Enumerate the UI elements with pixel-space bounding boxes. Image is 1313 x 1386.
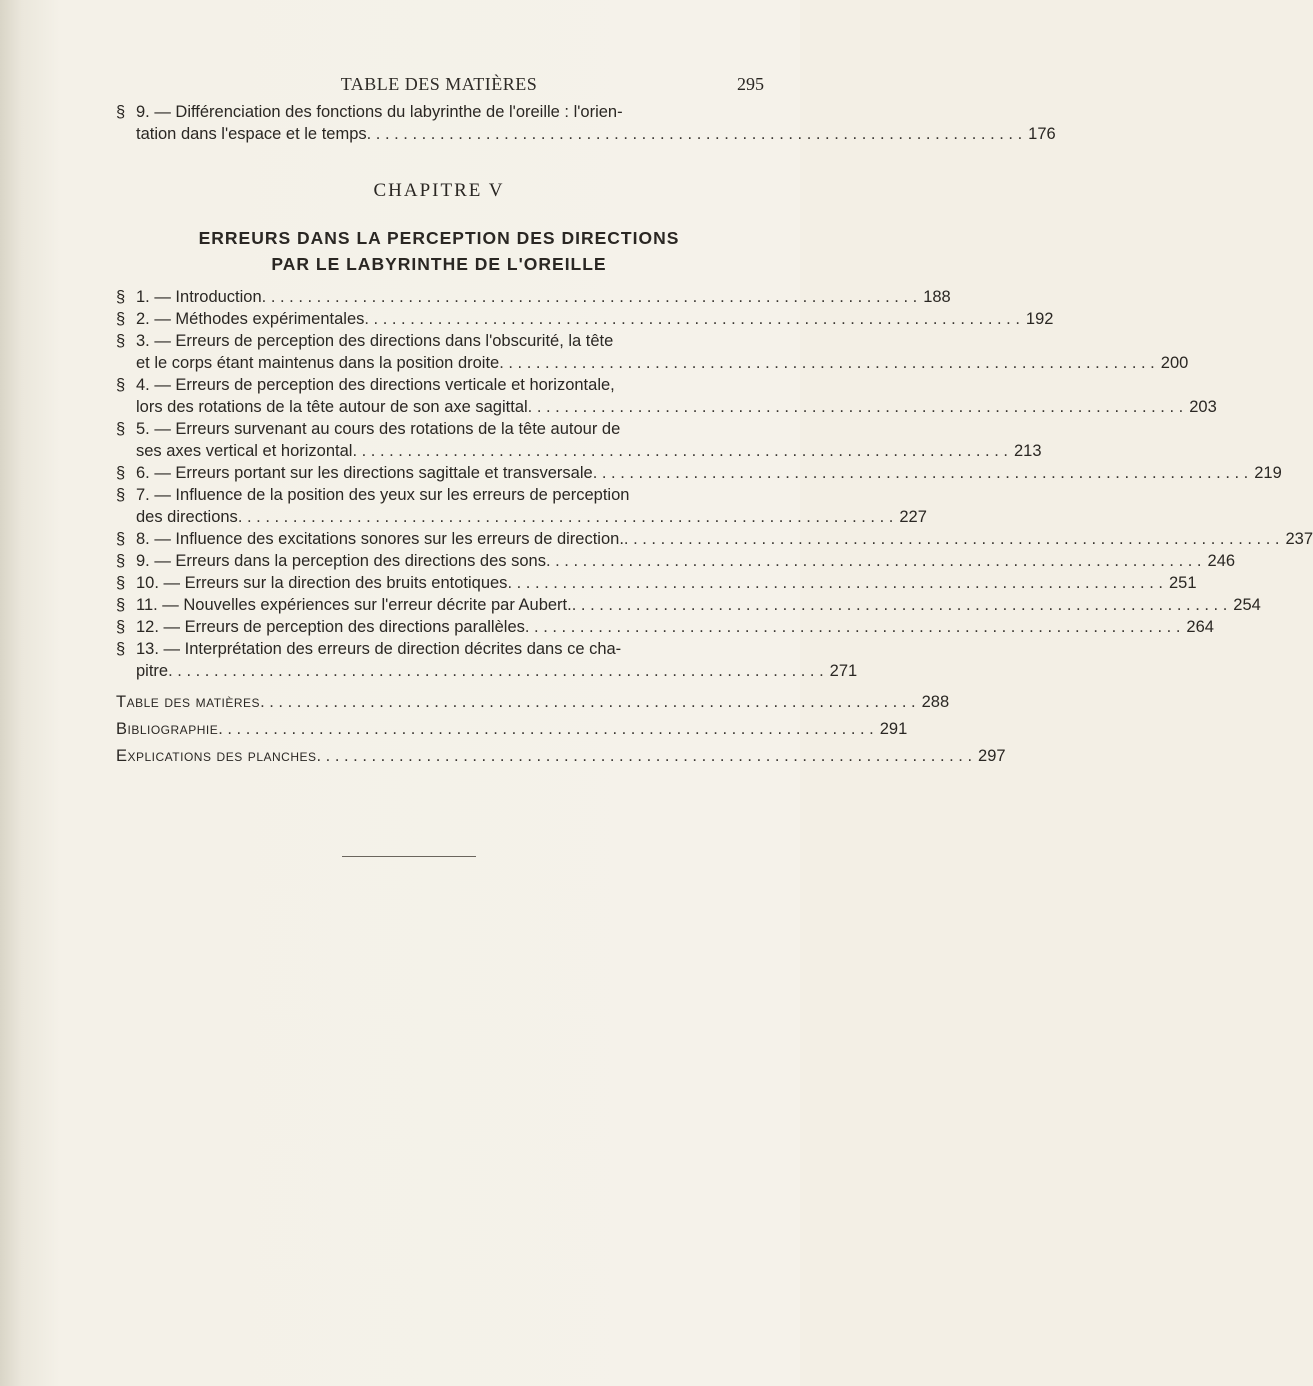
section-sign: § [116, 486, 126, 504]
toc-entry [116, 616, 1214, 638]
toc-entry [116, 462, 1282, 484]
toc-entry-line [116, 528, 1313, 550]
end-rule [342, 856, 476, 857]
toc-entry-line [116, 462, 1282, 484]
entry-text: 2. — Méthodes expérimentales [136, 310, 365, 328]
entry-page: 188 [923, 288, 951, 306]
entry-text: ses axes vertical et horizontal [136, 442, 353, 460]
section-sign: § [116, 288, 126, 306]
section-sign: § [116, 552, 126, 570]
toc-entry [116, 550, 1236, 572]
toc-entry-line [116, 330, 738, 352]
entry-text: 11. — Nouvelles expériences sur l'erreur décrite par Aubert. [136, 596, 572, 614]
toc-entry [116, 528, 1313, 550]
entry-text: Table des matières [116, 693, 261, 711]
entry-page: 213 [1013, 442, 1042, 460]
entry-page: 219 [1254, 464, 1282, 482]
running-title: TABLE DES MATIÈRES [340, 74, 538, 94]
dot-leader [367, 123, 1023, 145]
entry-text: des directions [136, 508, 238, 526]
back-matter-entry [116, 689, 950, 716]
toc-entry [116, 484, 927, 528]
toc-entry-line [116, 418, 738, 440]
dot-leader [238, 506, 894, 528]
back-matter [116, 689, 1006, 770]
toc-entry [116, 308, 1054, 330]
toc-entry [116, 572, 1197, 594]
entry-page: 291 [879, 720, 908, 738]
section-sign: § [116, 310, 126, 328]
entry-page: 297 [978, 747, 1006, 765]
dot-leader [352, 440, 1008, 462]
entry-text: 1. — Introduction [136, 288, 262, 306]
toc-entry-line [116, 286, 951, 308]
entry-text: 8. — Influence des excitations sonores sur les erreurs de direction. [136, 530, 624, 548]
section-sign: § [116, 420, 126, 438]
section-sign: § [116, 596, 126, 614]
entry-page: 251 [1168, 574, 1197, 592]
toc-entry-line [116, 572, 1197, 594]
toc-entry [116, 330, 1189, 374]
section-sign: § [116, 618, 126, 636]
dot-leader [624, 528, 1280, 550]
toc-entry-continuation [116, 660, 858, 682]
dot-leader [218, 716, 874, 743]
toc-entry [116, 418, 1042, 462]
toc-entry-line [116, 594, 1261, 616]
entry-text: 7. — Influence de la position des yeux sur les erreurs de perception [136, 486, 630, 504]
entry-text: pitre [136, 662, 169, 680]
toc-entry-continuation [116, 396, 1217, 418]
chapter-title-line-2: PAR LE LABYRINTHE DE L'OREILLE [271, 254, 607, 274]
dot-leader [317, 743, 973, 770]
entry-page: 237 [1285, 530, 1313, 548]
dot-leader [262, 286, 918, 308]
toc-entry [116, 594, 1261, 616]
entry-text: 4. — Erreurs de perception des directions verticale et horizontale, [136, 376, 615, 394]
section-sign: § [116, 574, 126, 592]
dot-leader [168, 660, 824, 682]
entry-page: 288 [921, 693, 950, 711]
entry-text: 13. — Interprétation des erreurs de direction décrites dans ce cha- [136, 640, 622, 658]
toc-entry [116, 638, 858, 682]
toc-entry-line [116, 638, 738, 660]
dot-leader [528, 396, 1184, 418]
entry-text: lors des rotations de la tête autour de son axe sagittal [136, 398, 528, 416]
toc-entry-continuation [116, 440, 1042, 462]
entry-text: 10. — Erreurs sur la direction des bruits entotiques [136, 574, 508, 592]
dot-leader [546, 550, 1202, 572]
entry-page: 203 [1189, 398, 1217, 416]
entry-page: 271 [829, 662, 858, 680]
toc-entry-continuation [116, 352, 1189, 374]
toc-entry [116, 374, 1217, 418]
back-matter-entry [116, 743, 1006, 770]
toc-entry-line [116, 374, 738, 396]
entry-text: 9. — Différenciation des fonctions du labyrinthe de l'oreille : l'orien- [136, 103, 623, 121]
dot-leader [572, 594, 1228, 616]
toc-entry-line [116, 550, 1236, 572]
entry-page: 200 [1160, 354, 1189, 372]
page-header [114, 74, 764, 96]
entry-text: Explications des planches [116, 747, 317, 765]
section-sign: § [116, 464, 126, 482]
chapter-entries [116, 286, 1313, 682]
dot-leader [260, 689, 916, 716]
toc-entry-continuation [116, 506, 927, 528]
entry-page: 246 [1207, 552, 1236, 570]
dot-leader [507, 572, 1163, 594]
chapter-label: CHAPITRE V [373, 180, 505, 201]
chapter-title-line-1: ERREURS DANS LA PERCEPTION DES DIRECTIONS [198, 228, 680, 248]
dot-leader [525, 616, 1181, 638]
section-sign: § [116, 530, 126, 548]
dot-leader [499, 352, 1155, 374]
entry-text: 12. — Erreurs de perception des directions parallèles [136, 618, 525, 636]
dot-leader [593, 462, 1249, 484]
entry-text: 5. — Erreurs survenant au cours des rotations de la tête autour de [136, 420, 621, 438]
dot-leader [364, 308, 1020, 330]
entry-page: 264 [1186, 618, 1214, 636]
section-sign: § [116, 332, 126, 350]
section-sign: § [116, 640, 126, 658]
entry-page: 227 [899, 508, 927, 526]
page-number: 295 [737, 74, 764, 94]
section-sign: § [116, 376, 126, 394]
entry-page: 192 [1025, 310, 1054, 328]
toc-entry-line [116, 484, 738, 506]
back-matter-entry [116, 716, 908, 743]
toc-entry [116, 286, 951, 308]
entry-text: 3. — Erreurs de perception des directions dans l'obscurité, la tête [136, 332, 614, 350]
entry-page: 254 [1233, 596, 1261, 614]
entry-text: et le corps étant maintenus dans la position droite [136, 354, 500, 372]
entry-text-continued: tation dans l'espace et le temps [136, 125, 367, 143]
entry-text: 9. — Erreurs dans la perception des directions des sons [136, 552, 546, 570]
section-sign: § [116, 103, 126, 121]
prev-chapter-entry [116, 101, 1056, 145]
toc-entry-line [116, 616, 1214, 638]
entry-text: 6. — Erreurs portant sur les directions sagittale et transversale [136, 464, 593, 482]
toc-entry-line [116, 308, 1054, 330]
entry-text: Bibliographie [116, 720, 219, 738]
entry-page: 176 [1028, 125, 1056, 143]
